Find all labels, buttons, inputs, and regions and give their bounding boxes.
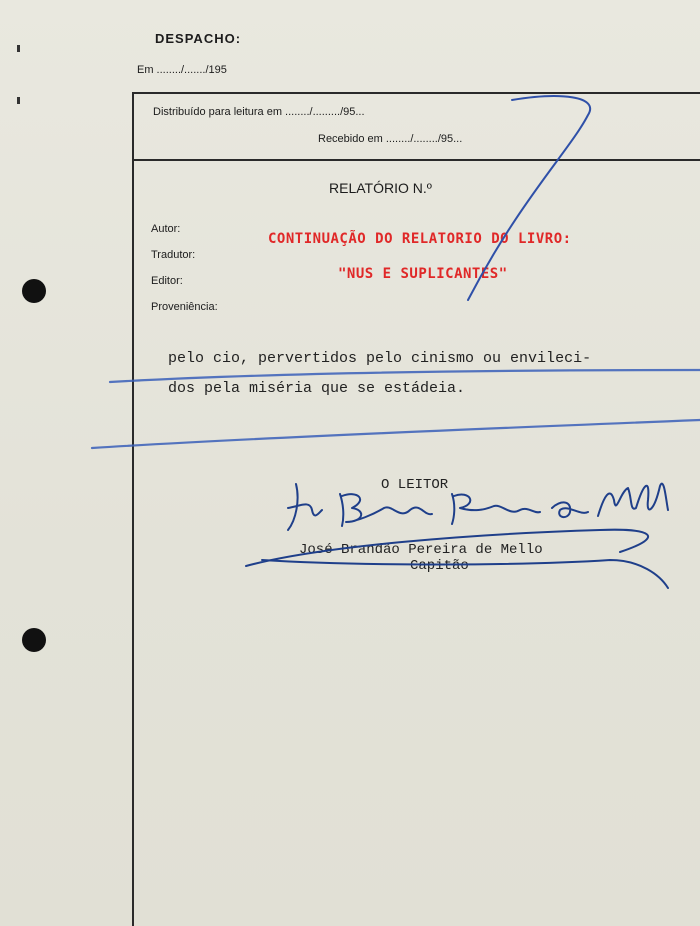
red-stamp-line-1: CONTINUAÇÃO DO RELATORIO DO LIVRO: (268, 231, 572, 247)
distribuido-date-field: Distribuído para leitura em ......../........./95... (153, 106, 365, 118)
report-body-line-1: pelo cio, pervertidos pelo cinismo ou envileci- (168, 350, 592, 367)
handwritten-signature (288, 484, 668, 530)
despacho-heading: DESPACHO: (155, 31, 242, 46)
ink-diagonal-stroke (468, 96, 590, 300)
ink-underline-stroke (92, 420, 700, 448)
ink-underline-stroke (110, 370, 700, 382)
reader-rank: Capitão (410, 558, 469, 574)
proveniencia-label: Proveniência: (151, 301, 218, 313)
report-body-line-2: dos pela miséria que se estádeia. (168, 380, 466, 397)
editor-label: Editor: (151, 275, 183, 287)
tradutor-label: Tradutor: (151, 249, 196, 261)
red-stamp-line-2: "NUS E SUPLICANTES" (338, 266, 508, 282)
despacho-date-field: Em ......../......./195 (137, 64, 227, 76)
leitor-heading: O LEITOR (381, 477, 449, 493)
autor-label: Autor: (151, 223, 181, 235)
recebido-date-field: Recebido em ......../......../95... (318, 133, 463, 145)
signature-flourish-stroke (246, 530, 668, 588)
reader-name: José Brandão Pereira de Mello (299, 542, 543, 558)
relatorio-number-label: RELATÓRIO N.º (329, 180, 432, 196)
